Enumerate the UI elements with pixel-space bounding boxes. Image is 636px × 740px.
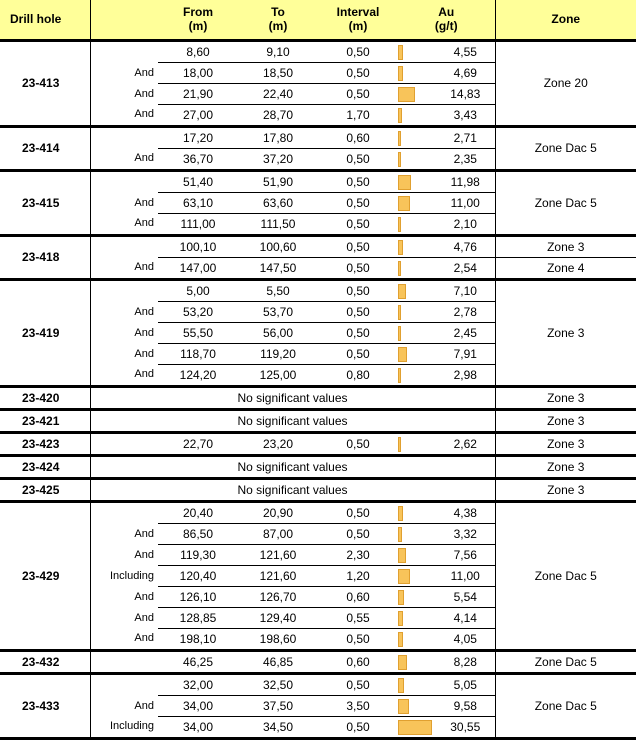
header-from: [158, 0, 238, 40]
from-value: 86,50: [158, 523, 238, 544]
qualifier: [90, 650, 158, 673]
drill-hole-id: 23-423: [0, 432, 90, 455]
from-value: 128,85: [158, 607, 238, 628]
zone-label: Zone 4: [495, 257, 636, 279]
interval-value: 1,20: [318, 565, 398, 586]
qualifier: And: [134, 305, 154, 318]
au-value: 2,54: [436, 257, 495, 279]
zone-label: Zone 20: [495, 40, 636, 126]
header-interval-label: Interval: [336, 5, 380, 20]
au-value: 4,05: [436, 628, 495, 650]
au-bar-cell: [398, 607, 436, 628]
from-value: 51,40: [158, 170, 238, 192]
au-value: 7,10: [436, 279, 495, 301]
au-value: 4,38: [436, 501, 495, 523]
au-bar-cell: [398, 301, 436, 322]
interval-value: 0,50: [318, 628, 398, 650]
qualifier: And: [134, 590, 154, 603]
zone-label: Zone 3: [495, 409, 636, 432]
table-row: [0, 455, 636, 478]
au-data-bar: [398, 699, 409, 714]
zone-label: Zone 3: [495, 386, 636, 409]
au-value: 3,32: [436, 523, 495, 544]
qualifier: And: [90, 628, 158, 650]
au-bar-cell: [398, 716, 436, 738]
interval-value: 0,50: [318, 716, 398, 738]
header-from-label: From: [183, 5, 213, 20]
interval-value: 3,50: [318, 695, 398, 716]
drill-hole-id: 23-432: [0, 650, 90, 673]
interval-value: 0,50: [318, 279, 398, 301]
header-au-unit: (g/t): [434, 19, 458, 34]
to-value: 119,20: [238, 343, 318, 364]
table-row: [0, 409, 636, 432]
header-row: [0, 0, 636, 40]
qualifier: [90, 235, 158, 257]
au-bar-cell: [398, 650, 436, 673]
table-row: [0, 478, 636, 501]
qualifier: [90, 126, 158, 148]
zone-label: Zone Dac 5: [495, 126, 636, 170]
header-zone: Zone: [495, 0, 636, 40]
au-bar-cell: [398, 148, 436, 170]
to-value: 100,60: [238, 235, 318, 257]
table-row: [0, 257, 636, 279]
au-value: 5,54: [436, 586, 495, 607]
au-data-bar: [398, 632, 403, 647]
au-value: 11,00: [436, 192, 495, 213]
interval-value: 0,50: [318, 62, 398, 83]
zone-label: Zone 3: [495, 478, 636, 501]
to-value: 22,40: [238, 83, 318, 104]
to-value: 56,00: [238, 322, 318, 343]
qualifier: And: [134, 326, 154, 339]
au-data-bar: [398, 506, 403, 521]
no-significant-values: No significant values: [90, 455, 495, 478]
au-value: 2,62: [436, 432, 495, 455]
qualifier: [90, 170, 158, 192]
au-data-bar: [398, 131, 401, 146]
au-value: 4,76: [436, 235, 495, 257]
interval-value: 0,50: [318, 673, 398, 695]
au-value: 2,45: [436, 322, 495, 343]
from-value: 5,00: [158, 279, 238, 301]
au-bar-cell: [398, 322, 436, 343]
au-bar-cell: [398, 544, 436, 565]
au-value: 11,98: [436, 170, 495, 192]
header-interval-unit: (m): [348, 19, 368, 34]
qualifier: And: [90, 104, 158, 126]
zone-label: Zone Dac 5: [495, 501, 636, 650]
interval-value: 1,70: [318, 104, 398, 126]
no-significant-values: No significant values: [90, 409, 495, 432]
from-value: 17,20: [158, 126, 238, 148]
au-data-bar: [398, 569, 410, 584]
qualifier: [90, 432, 158, 455]
interval-value: 0,50: [318, 40, 398, 62]
table-row: [0, 235, 636, 257]
au-bar-cell: [398, 257, 436, 279]
header-au-label: Au: [438, 5, 455, 20]
qualifier: And: [134, 347, 154, 360]
drill-hole-id: 23-413: [0, 40, 90, 126]
from-value: 118,70: [158, 343, 238, 364]
drill-hole-id: 23-419: [0, 279, 90, 386]
to-value: 37,50: [238, 695, 318, 716]
from-value: 126,10: [158, 586, 238, 607]
au-data-bar: [398, 217, 401, 232]
zone-label: Zone 3: [495, 455, 636, 478]
interval-value: 2,30: [318, 544, 398, 565]
interval-value: 0,50: [318, 523, 398, 544]
au-bar-cell: [398, 523, 436, 544]
from-value: 34,00: [158, 695, 238, 716]
to-value: 18,50: [238, 62, 318, 83]
to-value: 32,50: [238, 673, 318, 695]
interval-value: 0,50: [318, 83, 398, 104]
interval-value: 0,60: [318, 126, 398, 148]
au-bar-cell: [398, 235, 436, 257]
au-data-bar: [398, 347, 407, 362]
qualifier: [90, 279, 158, 301]
au-value: 4,55: [436, 40, 495, 62]
table-row: [0, 501, 636, 523]
to-value: 147,50: [238, 257, 318, 279]
header-interval: [318, 0, 398, 40]
au-data-bar: [398, 45, 403, 60]
au-value: 2,98: [436, 364, 495, 386]
au-data-bar: [398, 548, 406, 563]
to-value: 37,20: [238, 148, 318, 170]
au-bar-cell: [398, 279, 436, 301]
au-data-bar: [398, 611, 403, 626]
au-data-bar: [398, 305, 401, 320]
interval-value: 0,50: [318, 213, 398, 235]
to-value: 28,70: [238, 104, 318, 126]
au-bar-cell: [398, 695, 436, 716]
qualifier: And: [134, 196, 154, 209]
qualifier: And: [134, 548, 154, 561]
au-data-bar: [398, 284, 406, 299]
au-bar-cell: [398, 104, 436, 126]
from-value: 53,20: [158, 301, 238, 322]
header-to: [238, 0, 318, 40]
au-value: 11,00: [436, 565, 495, 586]
from-value: 198,10: [158, 628, 238, 650]
au-data-bar: [398, 108, 402, 123]
au-data-bar: [398, 87, 415, 102]
au-bar-cell: [398, 192, 436, 213]
au-bar-cell: [398, 628, 436, 650]
interval-value: 0,80: [318, 364, 398, 386]
table-row: [0, 673, 636, 695]
table-row: [0, 170, 636, 192]
interval-value: 0,50: [318, 170, 398, 192]
from-value: 111,00: [158, 213, 238, 235]
interval-value: 0,60: [318, 586, 398, 607]
from-value: 18,00: [158, 62, 238, 83]
interval-value: 0,50: [318, 148, 398, 170]
au-bar-cell: [398, 213, 436, 235]
au-data-bar: [398, 261, 401, 276]
to-value: 34,50: [238, 716, 318, 738]
from-value: 55,50: [158, 322, 238, 343]
table-row: [0, 126, 636, 148]
au-bar-cell: [398, 170, 436, 192]
au-bar-cell: [398, 364, 436, 386]
au-value: 7,56: [436, 544, 495, 565]
zone-label: Zone Dac 5: [495, 650, 636, 673]
header-au: [398, 0, 495, 40]
from-value: 124,20: [158, 364, 238, 386]
from-value: 32,00: [158, 673, 238, 695]
drill-hole-id: 23-418: [0, 235, 90, 279]
qualifier: Including: [90, 716, 158, 738]
no-significant-values: No significant values: [90, 386, 495, 409]
zone-label: Zone 3: [495, 432, 636, 455]
header-to-label: To: [271, 5, 285, 20]
from-value: 119,30: [158, 544, 238, 565]
header-from-unit: (m): [188, 19, 208, 34]
au-value: 8,28: [436, 650, 495, 673]
to-value: 198,60: [238, 628, 318, 650]
interval-value: 0,50: [318, 192, 398, 213]
zone-label: Zone 3: [495, 235, 636, 257]
au-bar-cell: [398, 586, 436, 607]
table-row: [0, 386, 636, 409]
interval-value: 0,50: [318, 257, 398, 279]
from-value: 46,25: [158, 650, 238, 673]
to-value: 125,00: [238, 364, 318, 386]
to-value: 111,50: [238, 213, 318, 235]
drill-hole-id: 23-425: [0, 478, 90, 501]
au-bar-cell: [398, 673, 436, 695]
interval-value: 0,50: [318, 501, 398, 523]
zone-label: Zone Dac 5: [495, 170, 636, 235]
qualifier: And: [90, 364, 158, 386]
to-value: 51,90: [238, 170, 318, 192]
from-value: 120,40: [158, 565, 238, 586]
au-data-bar: [398, 326, 401, 341]
au-value: 3,43: [436, 104, 495, 126]
qualifier: And: [90, 257, 158, 279]
to-value: 53,70: [238, 301, 318, 322]
drill-hole-id: 23-415: [0, 170, 90, 235]
interval-value: 0,50: [318, 343, 398, 364]
to-value: 121,60: [238, 565, 318, 586]
au-data-bar: [398, 590, 404, 605]
drill-hole-id: 23-420: [0, 386, 90, 409]
au-data-bar: [398, 240, 403, 255]
au-value: 7,91: [436, 343, 495, 364]
au-bar-cell: [398, 565, 436, 586]
au-bar-cell: [398, 501, 436, 523]
table-row: [0, 279, 636, 301]
to-value: 5,50: [238, 279, 318, 301]
qualifier: And: [90, 148, 158, 170]
from-value: 100,10: [158, 235, 238, 257]
au-data-bar: [398, 720, 432, 735]
qualifier: [90, 673, 158, 695]
qualifier: And: [134, 87, 154, 100]
qualifier: And: [134, 699, 154, 712]
drill-hole-id: 23-433: [0, 673, 90, 738]
qualifier: And: [134, 527, 154, 540]
qualifier: And: [134, 611, 154, 624]
zone-label: Zone 3: [495, 279, 636, 386]
au-value: 2,71: [436, 126, 495, 148]
table-row: [0, 650, 636, 673]
au-bar-cell: [398, 62, 436, 83]
interval-value: 0,50: [318, 432, 398, 455]
to-value: 121,60: [238, 544, 318, 565]
to-value: 126,70: [238, 586, 318, 607]
from-value: 147,00: [158, 257, 238, 279]
from-value: 34,00: [158, 716, 238, 738]
from-value: 8,60: [158, 40, 238, 62]
qualifier: And: [134, 66, 154, 79]
au-value: 9,58: [436, 695, 495, 716]
au-bar-cell: [398, 432, 436, 455]
au-bar-cell: [398, 343, 436, 364]
to-value: 46,85: [238, 650, 318, 673]
table-row: [0, 432, 636, 455]
from-value: 27,00: [158, 104, 238, 126]
to-value: 129,40: [238, 607, 318, 628]
au-value: 2,78: [436, 301, 495, 322]
drill-hole-id: 23-414: [0, 126, 90, 170]
au-data-bar: [398, 678, 404, 693]
au-value: 4,14: [436, 607, 495, 628]
qualifier: [90, 501, 158, 523]
au-bar-cell: [398, 40, 436, 62]
drill-hole-id: 23-421: [0, 409, 90, 432]
interval-value: 0,50: [318, 235, 398, 257]
header-spacer: [90, 0, 158, 40]
from-value: 22,70: [158, 432, 238, 455]
au-value: 4,69: [436, 62, 495, 83]
from-value: 21,90: [158, 83, 238, 104]
no-significant-values: No significant values: [90, 478, 495, 501]
to-value: 23,20: [238, 432, 318, 455]
to-value: 17,80: [238, 126, 318, 148]
interval-value: 0,55: [318, 607, 398, 628]
to-value: 9,10: [238, 40, 318, 62]
qualifier: [90, 40, 158, 62]
au-data-bar: [398, 368, 401, 383]
interval-value: 0,50: [318, 322, 398, 343]
au-value: 2,35: [436, 148, 495, 170]
au-bar-cell: [398, 83, 436, 104]
table-row: [0, 40, 636, 62]
au-value: 14,83: [436, 83, 495, 104]
au-bar-cell: [398, 126, 436, 148]
qualifier: And: [90, 213, 158, 235]
header-to-unit: (m): [268, 19, 288, 34]
au-value: 5,05: [436, 673, 495, 695]
drill-hole-id: 23-429: [0, 501, 90, 650]
from-value: 63,10: [158, 192, 238, 213]
au-value: 2,10: [436, 213, 495, 235]
to-value: 63,60: [238, 192, 318, 213]
from-value: 20,40: [158, 501, 238, 523]
au-data-bar: [398, 175, 411, 190]
au-value: 30,55: [436, 716, 495, 738]
au-data-bar: [398, 152, 401, 167]
au-data-bar: [398, 655, 407, 670]
au-data-bar: [398, 527, 402, 542]
to-value: 20,90: [238, 501, 318, 523]
qualifier: Including: [109, 569, 154, 582]
interval-value: 0,50: [318, 301, 398, 322]
zone-label: Zone Dac 5: [495, 673, 636, 738]
header-drill-hole: Drill hole: [0, 0, 90, 40]
au-data-bar: [398, 66, 403, 81]
to-value: 87,00: [238, 523, 318, 544]
interval-value: 0,60: [318, 650, 398, 673]
au-data-bar: [398, 196, 410, 211]
table-body: [0, 40, 636, 738]
au-data-bar: [398, 437, 401, 452]
from-value: 36,70: [158, 148, 238, 170]
drill-hole-id: 23-424: [0, 455, 90, 478]
